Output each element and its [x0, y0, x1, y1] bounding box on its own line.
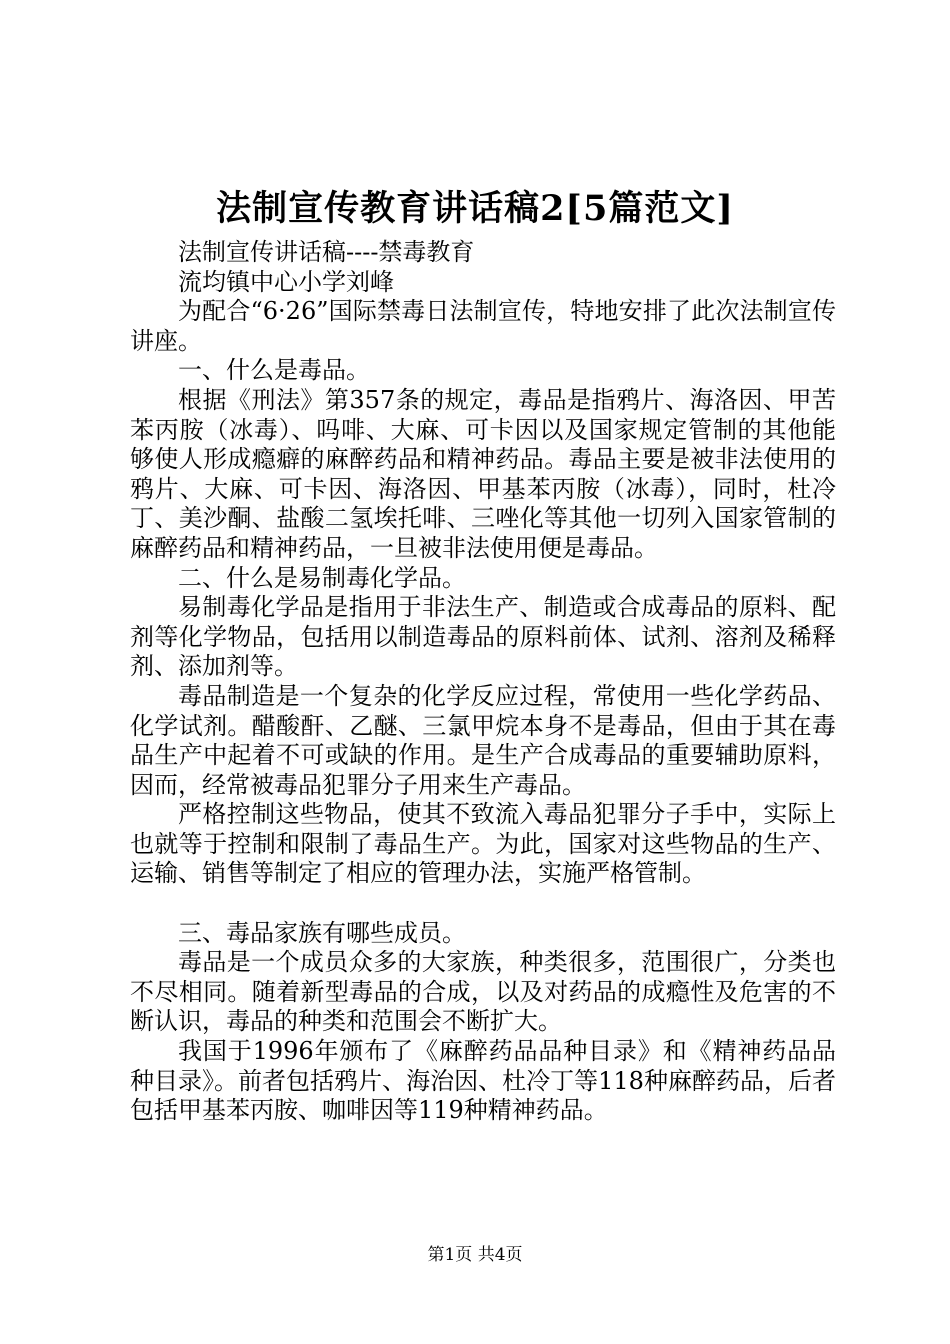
section-heading-3: 三、毒品家族有哪些成员。: [178, 918, 466, 947]
paragraph-author: 流均镇中心小学刘峰: [178, 267, 394, 296]
paragraph-strict-control: 严格控制这些物品，使其不致流入毒品犯罪分子手中，实际上也就等于控制和限制了毒品生产。为此，国家对这些物品的生产、运输、销售等制定了相应的管理办法，实施严格管制。: [130, 800, 836, 888]
paragraph-drug-catalog: 我国于1996年颁布了《麻醉药品品种目录》和《精神药品品种目录》。前者包括鸦片、海治因、杜冷丁等118种麻醉药品，后者包括甲基苯丙胺、咖啡因等119种精神药品。: [130, 1037, 836, 1125]
section-heading-1: 一、什么是毒品。: [178, 356, 370, 385]
paragraph-subtitle: 法制宣传讲话稿----禁毒教育: [178, 238, 475, 266]
paragraph-drug-definition: 根据《刑法》第357条的规定，毒品是指鸦片、海洛因、甲苦苯丙胺（冰毒）、吗啡、大麻、可卡因以及国家规定管制的其他能够使人形成瘾癖的麻醉药品和精神药品。毒品主要是被非法使用的鸦片、大麻、可卡因、海洛因、甲基苯丙胺（冰毒），同时，杜冷丁、美沙酮、盐酸二氢埃托啡、三唑化等其他一切列入国家管制的麻醉药品和精神药品，一旦被非法使用便是毒品。: [130, 385, 836, 562]
paragraph-gap: [130, 889, 836, 919]
paragraph-intro: 为配合“6·26”国际禁毒日法制宣传，特地安排了此次法制宣传讲座。: [130, 297, 836, 355]
document-body: [130, 238, 836, 1126]
paragraph-drug-manufacturing: 毒品制造是一个复杂的化学反应过程，常使用一些化学药品、化学试剂。醋酸酐、乙醚、三氯甲烷本身不是毒品，但由于其在毒品生产中起着不可或缺的作用。是生产合成毒品的重要辅助原料，因而，经常被毒品犯罪分子用来生产毒品。: [130, 681, 836, 799]
document-title: 法制宣传教育讲话稿2[5篇范文]: [216, 188, 734, 229]
paragraph-drug-family: 毒品是一个成员众多的大家族，种类很多，范围很广，分类也不尽相同。随着新型毒品的合成，以及对药品的成瘾性及危害的不断认识，毒品的种类和范围会不断扩大。: [130, 948, 836, 1036]
section-heading-2: 二、什么是易制毒化学品。: [178, 563, 466, 592]
page-footer: 第1页 共4页: [427, 1245, 523, 1265]
paragraph-precursor-definition: 易制毒化学品是指用于非法生产、制造或合成毒品的原料、配剂等化学物品，包括用以制造毒品的原料前体、试剂、溶剂及稀释剂、添加剂等。: [130, 593, 836, 681]
